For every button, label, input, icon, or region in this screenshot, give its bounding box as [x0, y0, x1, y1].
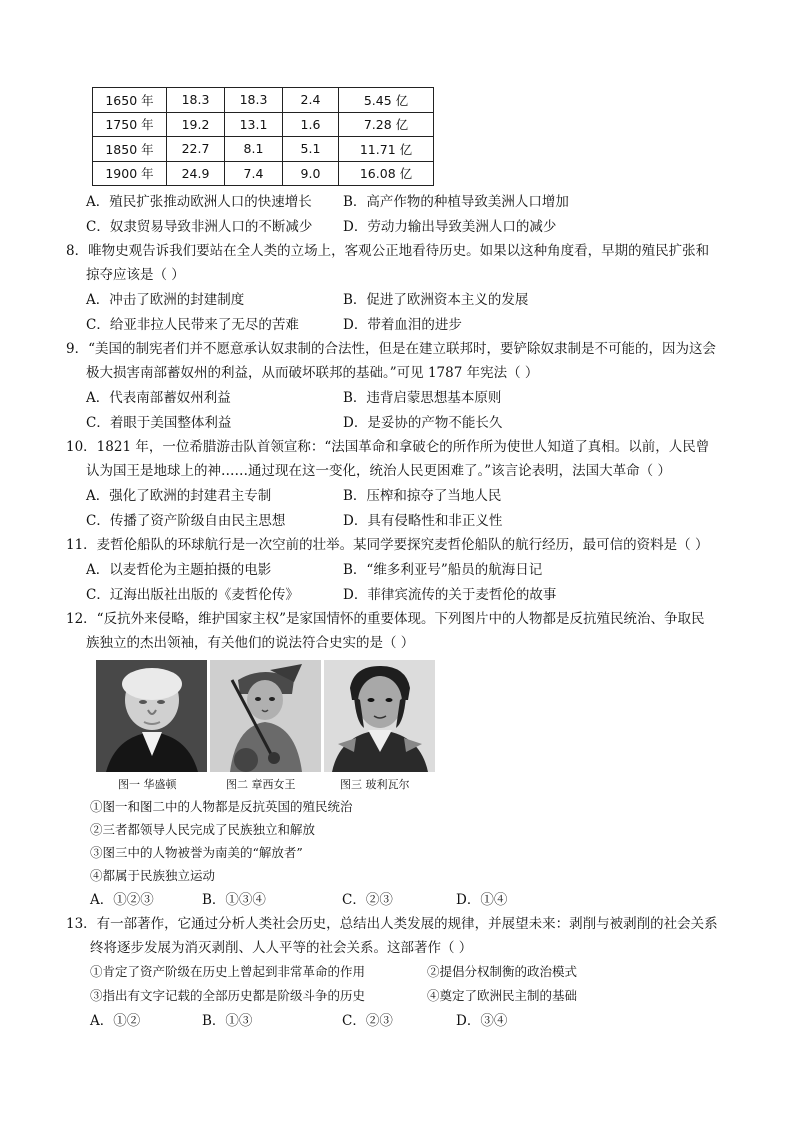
table-cell: 11.71 亿 — [339, 137, 434, 162]
q12-stem-line1: 12．“反抗外来侵略，维护国家主权”是家国情怀的重要体现。下列图片中的人物都是反抗殖民统治、争取民 — [66, 611, 705, 627]
caption-figure-3: 图三 玻利瓦尔 — [340, 778, 410, 791]
q13-option-c: C．②③ — [342, 1013, 393, 1029]
q11-option-a: A．以麦哲伦为主题拍摄的电影 — [86, 562, 272, 578]
q13-statement-4: ④奠定了欧洲民主制的基础 — [427, 988, 578, 1003]
population-table — [92, 87, 434, 186]
table-cell: 22.7 — [167, 137, 225, 162]
q8-option-d: D．带着血泪的进步 — [343, 317, 462, 333]
portrait-bolivar — [324, 660, 435, 772]
table-cell: 1650 年 — [93, 88, 167, 113]
q8-option-a: A．冲击了欧洲的封建制度 — [86, 292, 245, 308]
q9-stem-line2: 极大损害南部蓄奴州的利益，从而破坏联邦的基础。”可见 1787 年宪法（ ） — [86, 365, 539, 381]
table-row — [93, 161, 434, 186]
q11-option-b: B．“维多利亚号”船员的航海日记 — [343, 562, 543, 578]
q9-option-b: B．违背启蒙思想基本原则 — [343, 390, 502, 406]
q13-statement-2: ②提倡分权制衡的政治模式 — [427, 964, 578, 979]
table-cell: 8.1 — [225, 137, 283, 162]
table-cell: 2.4 — [283, 88, 339, 113]
q12-option-b: B．①③④ — [202, 892, 266, 908]
q12-statement-2: ②三者都领导人民完成了民族独立和解放 — [90, 822, 316, 837]
table-row — [93, 112, 434, 137]
q11-stem-line1: 11．麦哲伦船队的环球航行是一次空前的壮举。某同学要探究麦哲伦船队的航行经历，最可信的资料是（ ） — [66, 537, 709, 553]
table-cell: 1.6 — [283, 112, 339, 137]
portrait-figures — [92, 660, 435, 796]
q7-option-d: D．劳动力输出导致美洲人口的减少 — [343, 219, 557, 235]
q13-statement-3: ③指出有文字记载的全部历史都是阶级斗争的历史 — [90, 988, 366, 1003]
q8-option-b: B．促进了欧洲资本主义的发展 — [343, 292, 529, 308]
q7-option-b: B．高产作物的种植导致美洲人口增加 — [343, 194, 569, 210]
q10-option-a: A．强化了欧洲的封建君主专制 — [86, 488, 272, 504]
q11-option-d: D．菲律宾流传的关于麦哲伦的故事 — [343, 587, 557, 603]
table-cell: 1750 年 — [93, 112, 167, 137]
q10-stem-line1: 10．1821 年，一位希腊游击队首领宣称：“法国革命和拿破仑的所作所为使世人知道了真相。以前，人民曾 — [66, 439, 710, 455]
portrait-rani-of-jhansi — [210, 660, 321, 772]
portrait-washington — [96, 660, 207, 772]
table-row — [93, 137, 434, 162]
q13-option-b: B．①③ — [202, 1013, 253, 1029]
table-cell: 18.3 — [225, 88, 283, 113]
q12-stem-line2: 族独立的杰出领袖，有关他们的说法符合史实的是（ ） — [86, 635, 415, 651]
table-cell: 24.9 — [167, 161, 225, 186]
q8-stem-line2: 掠夺应该是（ ） — [86, 267, 185, 283]
q9-option-c: C．着眼于美国整体利益 — [86, 415, 232, 431]
q9-stem-line1: 9．“美国的制宪者们并不愿意承认奴隶制的合法性，但是在建立联邦时，要铲除奴隶制是不可能的，因为这会 — [66, 341, 716, 357]
q12-option-a: A．①②③ — [90, 892, 154, 908]
q10-stem-line2: 认为国王是地球上的神……通过现在这一变化，统治人民更困难了。”该言论表明，法国大革命（ ） — [86, 463, 671, 479]
q13-stem-line2: 终将逐步发展为消灭剥削、人人平等的社会关系。这部著作（ ） — [90, 940, 473, 956]
caption-figure-2: 图二 章西女王 — [226, 778, 296, 791]
table-row — [93, 88, 434, 113]
q10-option-d: D．具有侵略性和非正义性 — [343, 513, 503, 529]
q11-option-c: C．辽海出版社出版的《麦哲伦传》 — [86, 587, 299, 603]
table-cell: 7.28 亿 — [339, 112, 434, 137]
table-cell: 7.4 — [225, 161, 283, 186]
q13-option-a: A．①② — [90, 1013, 141, 1029]
table-cell: 5.1 — [283, 137, 339, 162]
table-cell: 9.0 — [283, 161, 339, 186]
table-cell: 13.1 — [225, 112, 283, 137]
q13-statement-1: ①肯定了资产阶级在历史上曾起到非常革命的作用 — [90, 964, 366, 979]
table-cell: 18.3 — [167, 88, 225, 113]
q12-statement-3: ③图三中的人物被誉为南美的“解放者” — [90, 845, 303, 860]
caption-figure-1: 图一 华盛顿 — [118, 778, 177, 791]
q12-statement-1: ①图一和图二中的人物都是反抗英国的殖民统治 — [90, 799, 353, 814]
q9-option-d: D．是妥协的产物不能长久 — [343, 415, 503, 431]
q9-option-a: A．代表南部蓄奴州利益 — [86, 390, 231, 406]
q8-option-c: C．给亚非拉人民带来了无尽的苦难 — [86, 317, 299, 333]
table-cell: 1850 年 — [93, 137, 167, 162]
table-cell: 5.45 亿 — [339, 88, 434, 113]
q8-stem-line1: 8．唯物史观告诉我们要站在全人类的立场上，客观公正地看待历史。如果以这种角度看，早期的殖民扩张和 — [66, 243, 710, 259]
q12-statement-4: ④都属于民族独立运动 — [90, 868, 216, 883]
table-cell: 16.08 亿 — [339, 161, 434, 186]
q12-option-d: D．①④ — [456, 892, 508, 908]
table-cell: 1900 年 — [93, 161, 167, 186]
q7-option-c: C．奴隶贸易导致非洲人口的不断减少 — [86, 219, 313, 235]
q13-stem-line1: 13．有一部著作，它通过分析人类社会历史，总结出人类发展的规律，并展望未来：剥削与被剥削的社会关系 — [66, 916, 718, 932]
q7-option-a: A．殖民扩张推动欧洲人口的快速增长 — [86, 194, 312, 210]
q10-option-c: C．传播了资产阶级自由民主思想 — [86, 513, 286, 529]
q12-option-c: C．②③ — [342, 892, 393, 908]
q13-option-d: D．③④ — [456, 1013, 508, 1029]
q10-option-b: B．压榨和掠夺了当地人民 — [343, 488, 502, 504]
table-cell: 19.2 — [167, 112, 225, 137]
